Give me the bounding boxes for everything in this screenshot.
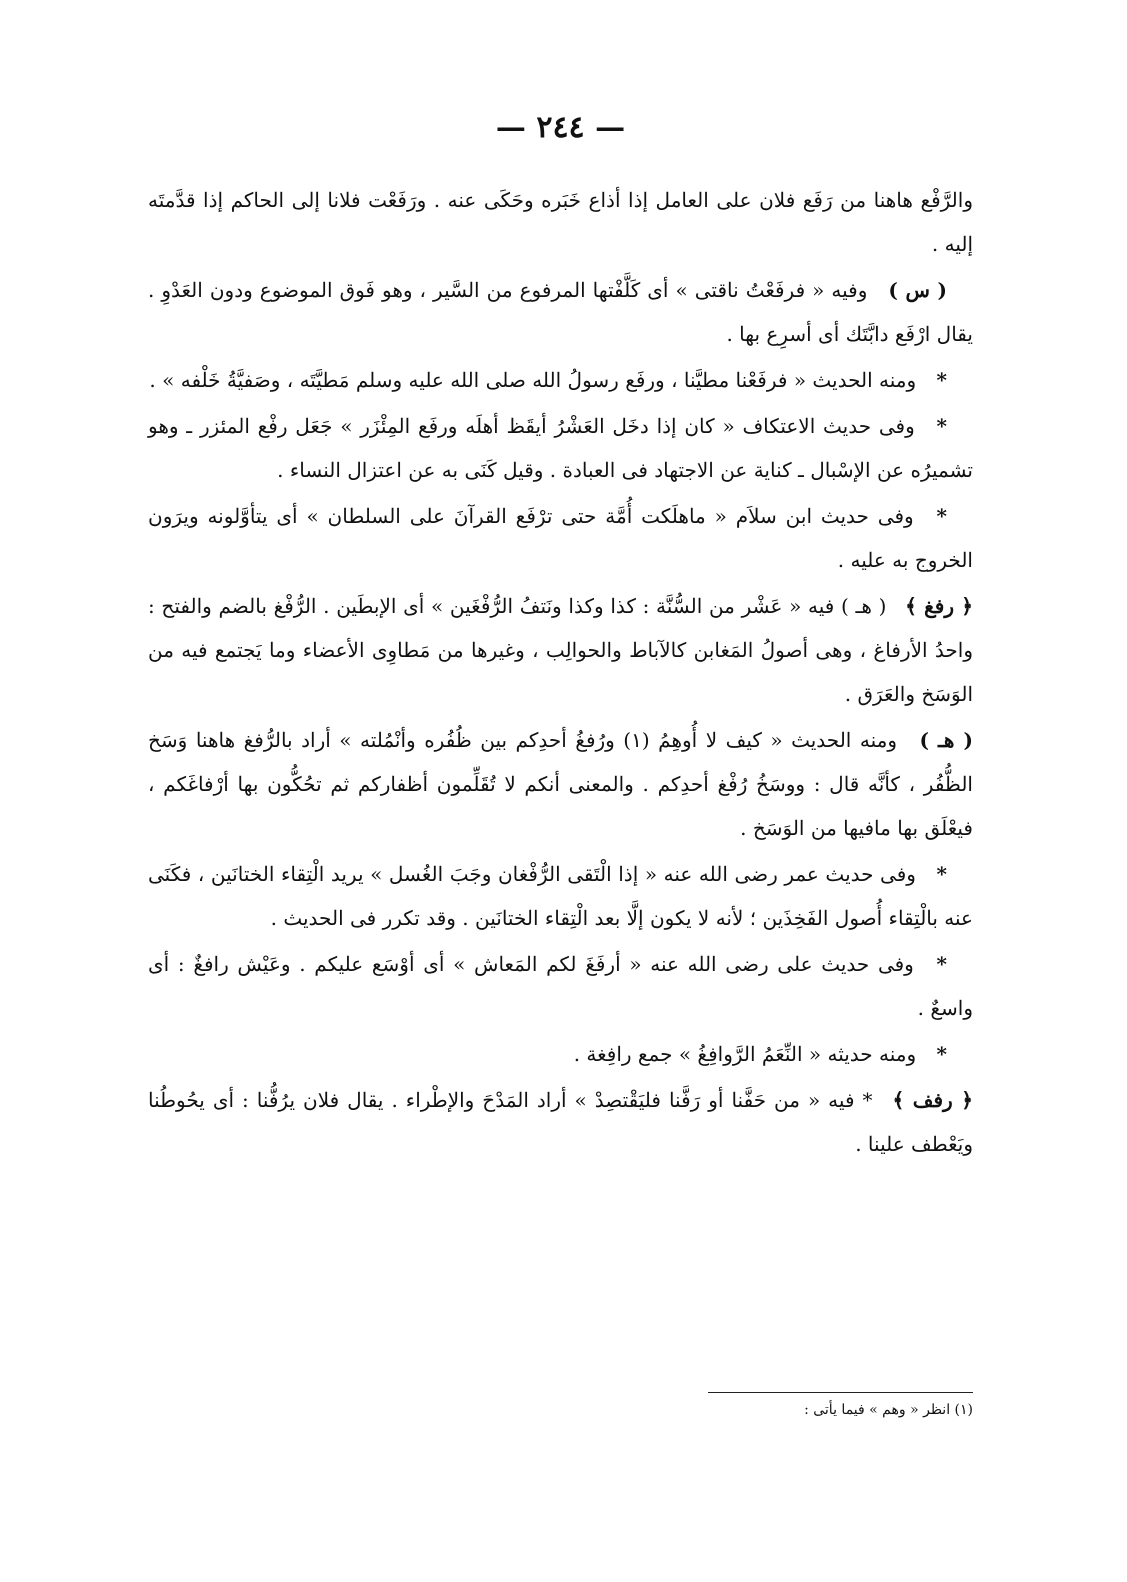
paragraph-3 bbox=[148, 358, 973, 402]
paragraph-4 bbox=[148, 404, 973, 492]
asterisk-marker: * bbox=[936, 1042, 947, 1066]
paragraph-9 bbox=[148, 942, 973, 1030]
paragraph-text: وفى حديث على رضى الله عنه « أرفَغَ لكم المَعاش » أى أوْسَع عليكم . وعَيْش رافغٌ : أى واسعٌ . bbox=[148, 952, 973, 1020]
paragraph-text: ومنه الحديث « فرفَعْنا مطيَّنا ، ورفَع رسولُ الله صلى الله عليه وسلم مَطيَّتَه ، وصَفيَّةُ خَلْفه » . bbox=[149, 368, 917, 392]
entry-rafgh bbox=[148, 584, 973, 716]
paragraph-text: وفى حديث عمر رضى الله عنه « إذا الْتَقى الرُّفْغان وجَبَ الغُسل » يريد الْتِقاء الختانَين ، فكَنَى عنه بالْتِقاء أُصول الفَخِذَين ؛ لأنه لا يكون إلَّا بعد الْتِقاء الختانَين . وقد تكرر فى الحديث . bbox=[148, 862, 973, 930]
document-page bbox=[148, 0, 973, 1582]
body-text bbox=[148, 178, 973, 1168]
footnote: (١) انظر « وهم » فيما يأتى : bbox=[804, 1402, 973, 1418]
paragraph-8 bbox=[148, 852, 973, 940]
footnote-divider bbox=[708, 1392, 973, 1393]
page-number: — ٢٤٤ — bbox=[495, 110, 626, 145]
paragraph-7 bbox=[148, 718, 973, 850]
paragraph-text: وفى حديث الاعتكاف « كان إذا دخَل العَشْرُ أيقَظ أهلَه ورفَع المِئْزَر » جَعَل رفْع المئزر ـ وهو تشميرُه عن الإسْبال ـ كناية عن الاجتهاد فى العبادة . وقيل كَنَى به عن اعتزال النساء . bbox=[148, 414, 973, 482]
paragraph-text: * فيه « من حَفَّنا أو رَفَّنا فليَقْتصِدْ » أراد المَدْحَ والإطْراء . يقال فلان يرُفُّنا : أى يحُوطُنا ويَعْطف علينا . bbox=[148, 1088, 973, 1156]
paragraph-text: ومنه حديثه « النِّعَمُ الرَّوافِغُ » جمع رافِغة . bbox=[573, 1042, 917, 1066]
entry-headword: ﴿ رفغ ﴾ bbox=[905, 594, 973, 618]
asterisk-marker: * bbox=[936, 862, 947, 886]
asterisk-marker: * bbox=[936, 414, 948, 438]
paragraph-2 bbox=[148, 268, 973, 356]
asterisk-marker: * bbox=[936, 952, 947, 976]
paragraph-text: وفيه « فرفَعْتُ ناقتى » أى كَلَّفْتها المرفوع من السَّير ، وهو فَوق الموضوع ودون العَدْوِ . يقال ارْفَع دابَّتَك أى أسرِع بها . bbox=[148, 278, 973, 346]
paragraph-text: وفى حديث ابن سلاَم « ماهلَكت أُمَّة حتى ترْفَع القرآنَ على السلطان » أى يتأوَّلونه ويرَون الخروج به عليه . bbox=[148, 504, 973, 572]
paragraph-5 bbox=[148, 494, 973, 582]
paragraph-text: ومنه الحديث « كيف لا أُوهِمُ (١) ورُفغُ أحدِكم بين ظُفُره وأنْمُلته » أراد بالرُّفغ هاهنا وَسَخ الظُّفُر ، كأنَّه قال : ووسَخُ رُفْغ أحدِكم . والمعنى أنكم لا تُقَلِّمون أظفاركم ثم تحُكُّون بها أرْفاغَكم ، فيعْلَق بها مافيها من الوَسَخ . bbox=[148, 728, 973, 840]
source-marker: ( هـ ) bbox=[919, 728, 974, 752]
asterisk-marker: * bbox=[936, 368, 947, 392]
entry-headword: ﴿ رفف ﴾ bbox=[892, 1088, 973, 1112]
paragraph-text: والرَّفْع هاهنا من رَفَع فلان على العامل إذا أذاع خَبَره وحَكَى عنه . ورَفَعْت فلانا إلى الحاكم إذا قدَّمتَه إليه . bbox=[148, 188, 973, 256]
source-marker: ( س ) bbox=[888, 278, 948, 302]
paragraph-text: ( هـ ) فيه « عَشْر من السُّنَّة : كذا وكذا ونَتفُ الرُّفْغَين » أى الإبطَين . الرُّفْغ بالضم والفتح : واحدُ الأرفاغ ، وهى أصولُ المَغابن كالآباط والحوالِب ، وغيرها من مَطاوِى الأعضاء وما يَجتمع فيه من الوَسَخ والعَرَق . bbox=[148, 594, 973, 706]
paragraph-1 bbox=[148, 178, 973, 266]
paragraph-10 bbox=[148, 1032, 973, 1076]
asterisk-marker: * bbox=[936, 504, 947, 528]
entry-raff bbox=[148, 1078, 973, 1166]
